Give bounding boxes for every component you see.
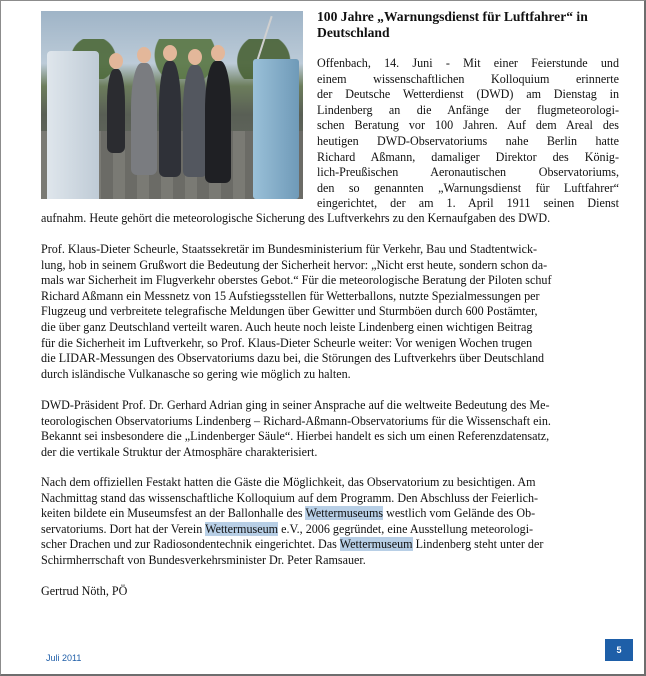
photo-instrument-left bbox=[47, 51, 99, 199]
search-highlight: Wettermuseum bbox=[205, 521, 279, 536]
page-number-badge: 5 bbox=[605, 639, 633, 661]
text-line: für die Sicherheit im Luftverkehr, so Prof. Klaus-Dieter Scheurle weiter: Vor wenigen Wochen trugen bbox=[41, 335, 533, 350]
text-line: einem wissenschaftlichen Kolloquium erinnerte bbox=[317, 71, 619, 86]
photo-person bbox=[159, 61, 181, 177]
search-highlight: Wettermuseum bbox=[339, 537, 413, 552]
text-line: Richard Aßmann, damaliger Direktor des König- bbox=[317, 149, 619, 164]
photo-instrument-right bbox=[253, 59, 299, 199]
text-line bbox=[41, 522, 611, 538]
text-segment: e.V., 2006 gegründet, eine Ausstellung meteorologi- bbox=[278, 521, 534, 536]
text-line: der die vertikale Struktur der Atmosphäre charakterisiert. bbox=[41, 444, 318, 459]
text-line: Prof. Klaus-Dieter Scheurle, Staatssekretär im Bundesministerium für Verkehr, Bau und Stadtentwick- bbox=[41, 242, 538, 256]
text-segment: scher Drachen und zur Radiosondentechnik eingerichtet. Das bbox=[41, 537, 340, 552]
text-line: mals war Sicherheit im Flugverkehr oberstes Gebot.“ Für die meteorologische Beratung der Piloten schuf bbox=[41, 273, 552, 288]
text-line: teorologischen Observatoriums Lindenberg – Richard-Aßmann-Observatoriums für die Wissenschaft ein. bbox=[41, 413, 551, 428]
text-line bbox=[41, 537, 611, 553]
text-line: heutigen DWD-Observatoriums nahe Berlin hatte bbox=[317, 133, 619, 148]
article-headline bbox=[317, 9, 617, 41]
search-highlight: Wettermuseums bbox=[305, 506, 384, 521]
text-line: DWD-Präsident Prof. Dr. Gerhard Adrian ging in seiner Ansprache auf die weltweite Bedeutung des Me- bbox=[41, 398, 550, 412]
paragraph-scheurle bbox=[41, 242, 611, 382]
text-line: Offenbach, 14. Juni - Mit einer Feierstunde und bbox=[317, 56, 619, 70]
paragraph-festakt bbox=[41, 475, 611, 569]
text-line: den so genannten „Warnungsdienst für Luftfahrer“ bbox=[317, 180, 619, 195]
article-photo bbox=[41, 11, 303, 199]
text-line: die LIDAR-Messungen des Observatoriums dazu bei, die Störungen des Luftverkehrs über Deutschland bbox=[41, 351, 545, 366]
text-line bbox=[41, 506, 611, 522]
text-line: durch isländische Vulkanasche so gering wie möglich zu halten. bbox=[41, 366, 351, 381]
text-line: eingerichtet, der am 1. April 1911 seinen Dienst bbox=[317, 196, 619, 211]
text-line: Flugzeug und verbreitete telegrafische Meldungen über Gewitter und Sturmböen durch 600 Postämter, bbox=[41, 304, 538, 319]
photo-person bbox=[107, 69, 125, 153]
text-line: Nach dem offiziellen Festakt hatten die Gäste die Möglichkeit, das Observatorium zu besichtigen. Am bbox=[41, 475, 536, 489]
text-line: Nachmittag stand das wissenschaftliche Kolloquium auf dem Programm. Den Abschluss der Feierlich- bbox=[41, 490, 539, 505]
text-line: schen Beratung vor 100 Jahren. Auf dem Areal des bbox=[317, 118, 619, 133]
text-line: Lindenberg an die Anfänge der flugmeteorologi- bbox=[317, 102, 619, 117]
paragraph-adrian bbox=[41, 398, 611, 460]
text-line: der Deutsche Wetterdienst (DWD) am Dienstag in bbox=[317, 87, 619, 102]
text-line: Bekannt sei insbesondere die „Lindenberger Säule“. Hierbei handelt es sich um einen Referenzdatensatz, bbox=[41, 429, 550, 444]
text-line: Schirmherrschaft von Bundesverkehrsminister Dr. Peter Ramsauer. bbox=[41, 552, 366, 567]
text-line: Richard Aßmann ein Messnetz von 15 Aufstiegsstellen für Wetterballons, nutzte Spezialmessungen per bbox=[41, 288, 540, 303]
paragraph-intro-tail bbox=[41, 211, 611, 227]
text-segment: keiten bildete ein Museumsfest an der Ballonhalle des bbox=[41, 506, 306, 521]
photo-person bbox=[183, 65, 207, 177]
author-signature bbox=[41, 584, 611, 600]
headline-line: 100 Jahre „Warnungsdienst für Luftfahrer“ in bbox=[317, 9, 588, 24]
text-segment: Lindenberg steht unter der bbox=[412, 537, 544, 552]
paragraph-intro-wrapped bbox=[317, 56, 619, 212]
footer-date: Juli 2011 bbox=[46, 653, 82, 663]
text-line: aufnahm. Heute gehört die meteorologische Sicherung des Luftverkehrs zu den Kernaufgaben des DWD. bbox=[41, 211, 551, 225]
text-line: die über ganz Deutschland verteilt waren. Auch heute noch leiste Lindenberg einen wichtigen Beitrag bbox=[41, 319, 533, 334]
photo-person bbox=[131, 63, 157, 175]
headline-line: Deutschland bbox=[317, 25, 390, 40]
author-name: Gertrud Nöth, PÖ bbox=[41, 584, 128, 598]
text-line: lung, hob in seinem Grußwort die Bedeutung der Sicherheit hervor: „Nicht erst heute, sondern schon da- bbox=[41, 257, 548, 272]
text-line: lich-Preußischen Aeronautischen Observatoriums, bbox=[317, 165, 619, 180]
text-segment: servatoriums. Dort hat der Verein bbox=[41, 521, 206, 536]
text-segment: westlich vom Gelände des Ob- bbox=[383, 506, 536, 521]
photo-person bbox=[205, 61, 231, 183]
